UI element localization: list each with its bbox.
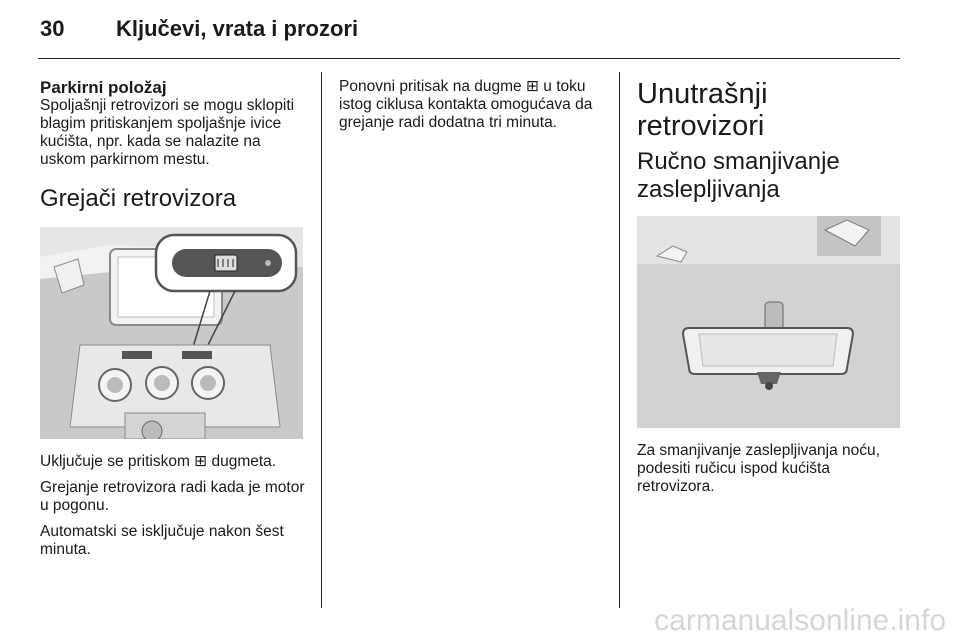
page-number: 30: [40, 16, 65, 41]
column-divider-2: [619, 72, 620, 608]
parking-position-heading: Parkirni položaj: [40, 78, 167, 97]
column-divider-1: [321, 72, 322, 608]
interior-mirror-figure: [637, 216, 900, 428]
interior-mirrors-heading: Unutrašnji retrovizori: [637, 78, 768, 142]
heated-mirror-button-figure: [40, 227, 303, 439]
heating-text-1: Uključuje se pritiskom ⊞ dugmeta.: [40, 453, 277, 470]
antidazzle-text: Za smanjivanje zaslepljivanja noću, podesiti ručicu ispod kućišta retrovizora.: [637, 442, 880, 495]
column-1: [40, 78, 310, 559]
watermark: carmanualsonline.info: [654, 604, 946, 637]
column-2: [339, 78, 609, 132]
heating-extension-text: Ponovni pritisak na dugme ⊞ u toku istog ciklusa kontakta omogućava da grejanje radi dodatna tri minuta.: [339, 78, 593, 131]
header-rule: [38, 58, 900, 59]
manual-antidazzle-heading: Ručno smanjivanje zaslepljivanja: [637, 148, 840, 203]
heating-text-2: Grejanje retrovizora radi kada je motor u pogonu.: [40, 479, 305, 514]
parking-position-text: Spoljašnji retrovizori se mogu sklopiti blagim pritiskanjem spoljašnje ivice kućišta, npr. kada se nalazite na uskom parkirnom mestu.: [40, 97, 295, 168]
column-3: [637, 78, 902, 496]
heating-text-3: Automatski se isključuje nakon šest minuta.: [40, 523, 284, 558]
heated-mirrors-heading: Grejači retrovizora: [40, 185, 237, 212]
page-title: Ključevi, vrata i prozori: [116, 16, 359, 41]
